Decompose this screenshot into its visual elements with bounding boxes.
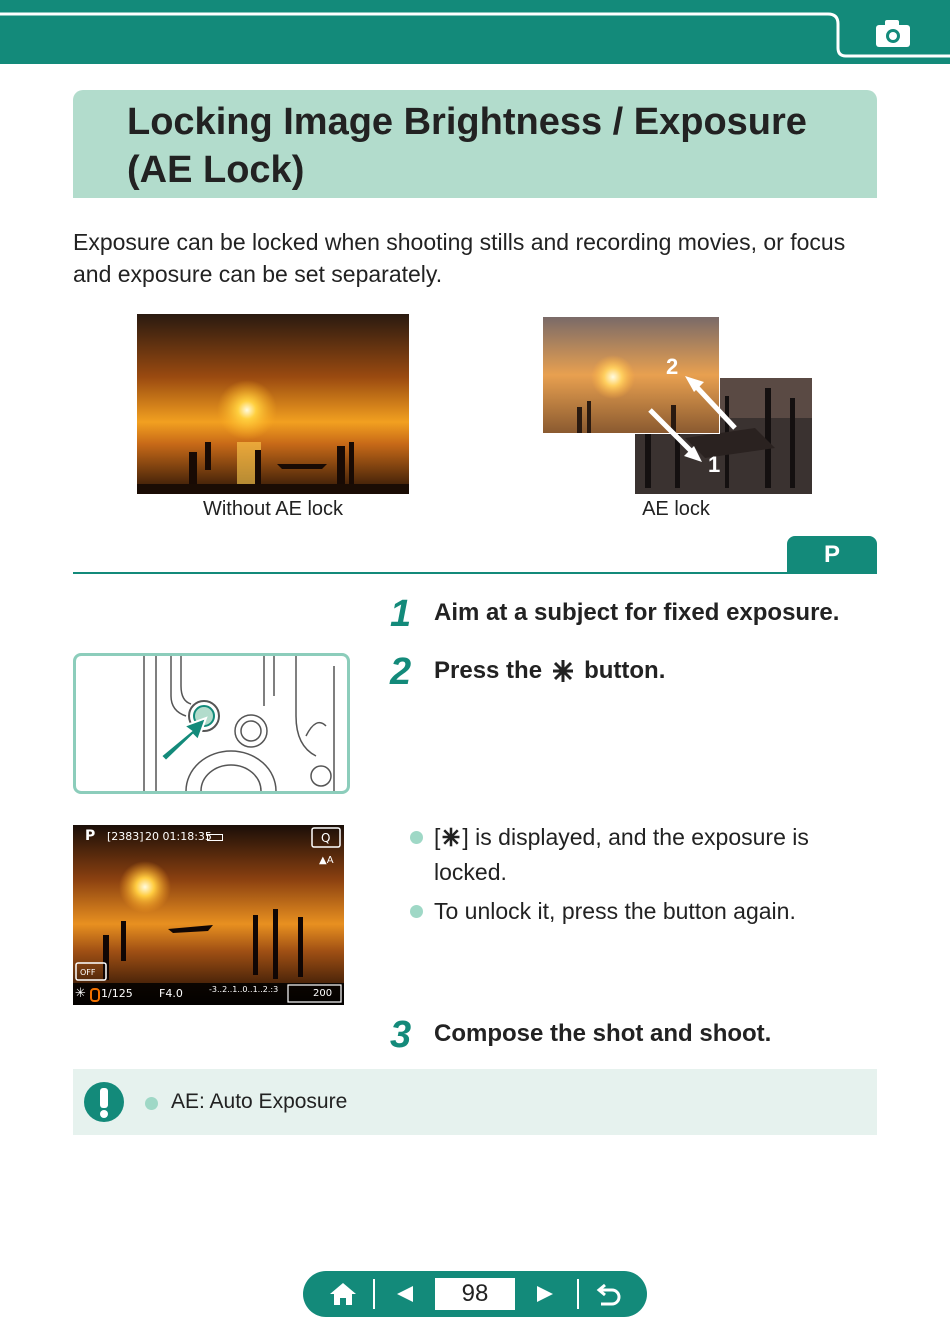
section-divider [73,572,877,574]
lcd-exposure-indicator [90,988,100,1002]
next-page-button[interactable] [517,1271,573,1317]
nav-divider [577,1279,579,1309]
intro-text: Exposure can be locked when shooting stills and recording movies, or focus and exposure can be set separately. [73,229,846,287]
return-icon [595,1281,623,1307]
ae-lock-asterisk-icon [550,658,576,684]
prev-arrow-icon [395,1284,415,1304]
exclamation-icon [83,1081,125,1123]
bullet-1-text: [ ] is displayed, and the exposure is locked. [434,824,809,885]
sunset-photo-without-ae-lock [137,314,409,494]
lcd-shots: [2383] [107,830,144,843]
note-box [73,1069,877,1135]
lcd-aperture: F4.0 [159,987,183,1000]
caption-ae-lock: AE lock [642,498,710,520]
svg-text:▲A: ▲A [319,855,334,866]
next-arrow-icon [535,1284,555,1304]
bullet-2-dot [410,905,423,918]
bullet-1-dot [410,831,423,844]
return-button[interactable] [581,1271,637,1317]
step-2-text-before: Press the [434,657,543,684]
prev-page-button[interactable] [377,1271,433,1317]
page-number: 98 [435,1278,515,1310]
bullet-2-text: To unlock it, press the button again. [434,898,796,924]
lcd-shutter: 1/125 [101,987,133,1000]
step-1-number: 1 [390,593,412,635]
caption-without-ae-lock: Without AE lock [202,498,344,520]
arrow-label-1: 1 [708,452,721,477]
lcd-iso: 200 [313,988,333,999]
step-2-number: 2 [390,651,412,693]
step-2-text [434,656,665,686]
page-title: Locking Image Brightness / Exposure (AE Lock) [127,101,807,191]
header-bar [0,0,950,64]
svg-text:Q: Q [321,831,331,845]
lcd-exposure-scale: -3..2..1..0..1..2.:3 [209,985,279,994]
step-3-text: Compose the shot and shoot. [434,1020,772,1047]
lcd-ae-lock-icon: ✳ [75,986,86,1001]
svg-text:OFF: OFF [80,968,96,977]
bottom-navigation [303,1271,647,1317]
note-text: AE: Auto Exposure [171,1090,348,1113]
lcd-time: 20 01:18:35 [145,830,212,843]
home-icon [328,1281,358,1307]
arrow-label-2: 2 [666,354,679,379]
ae-lock-asterisk-icon [440,826,462,848]
step-2-text-after: button. [584,657,666,684]
battery-icon [207,834,223,841]
title-box [73,90,877,198]
camera-button-illustration [73,653,350,794]
step-1-text: Aim at a subject for fixed exposure. [434,599,840,626]
nav-divider [373,1279,375,1309]
mode-tab-p: P [787,536,877,573]
note-bullet-dot [145,1097,158,1110]
step-3-number: 3 [390,1014,412,1056]
lcd-mode: P [85,828,96,844]
ae-lock-arrows [640,350,750,480]
home-button[interactable] [315,1271,371,1317]
lcd-screen-illustration [73,825,344,1005]
